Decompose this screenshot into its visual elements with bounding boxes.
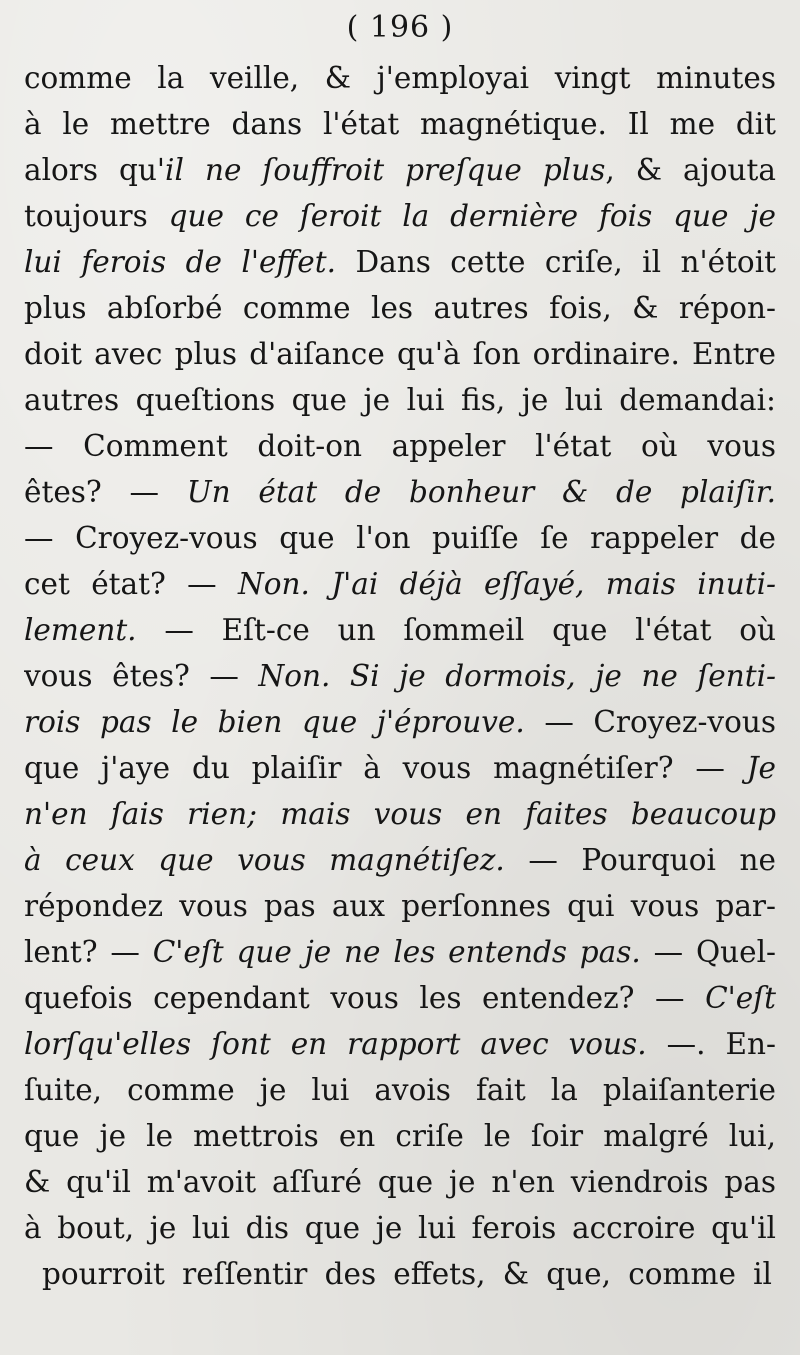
text-line [24,929,776,975]
italic-text: n'en ſais rien; mais vous en faites beaucoup [24,797,776,831]
text-line [24,791,776,837]
roman-text: êtes? — [24,475,187,509]
text-line [24,101,776,147]
text-line [24,285,776,331]
text-line [24,975,776,1021]
text-line [24,1113,776,1159]
text-line [24,699,776,745]
roman-text: lent? — [24,935,153,969]
roman-text: que je le mettrois en criſe le ſoir malgré lui, [24,1119,776,1153]
text-line [24,147,776,193]
roman-text: plus abſorbé comme les autres fois, & répon- [24,291,776,325]
page-number: ( 196 ) [346,10,454,45]
text-line [24,239,776,285]
text-line [24,1021,776,1067]
roman-text: répondez vous pas aux perſonnes qui vous par- [24,889,776,923]
italic-text: Non. J'ai déjà eſſayé, mais inuti- [237,567,776,601]
roman-text: à bout, je lui dis que je lui ferois accroire qu'il [24,1211,776,1245]
roman-text: quefois cependant vous les entendez? — [24,981,706,1015]
roman-text: Dans cette criſe, il n'étoit [336,245,776,279]
roman-text: autres queſtions que je lui fis, je lui demandai: [24,383,776,417]
text-line [24,1205,776,1251]
italic-text: C'eſt que je ne les entends pas. [152,935,641,969]
roman-text: alors qu' [24,153,166,187]
roman-text: — Croyez-vous [524,705,776,739]
page-body-text [24,55,776,1297]
italic-text: C'eſt [705,981,776,1015]
roman-text: — Croyez-vous que l'on puiſſe ſe rappeler de [24,521,776,555]
italic-text: lui ferois de l'effet. [24,245,336,279]
text-line [24,561,776,607]
text-line [24,515,776,561]
text-line [24,837,776,883]
text-line [24,193,776,239]
text-line [42,1251,772,1297]
text-line [24,1067,776,1113]
italic-text: Je [746,751,776,785]
roman-text: pourroit reſſentir des effets, & que, comme il [42,1257,772,1291]
italic-text: lorſqu'elles ſont en rapport avec vous. [24,1027,647,1061]
italic-text: il ne ſouffroit preſque plus [165,153,606,187]
roman-text: — Pourquoi ne [504,843,776,877]
roman-text: cet état? — [24,567,238,601]
italic-text: Non. Si je dormois, je ne ſenti- [258,659,776,693]
roman-text: — Quel- [640,935,776,969]
text-line [24,607,776,653]
text-line [24,331,776,377]
text-line [24,653,776,699]
text-line [24,55,776,101]
text-line [24,377,776,423]
roman-text: doit avec plus d'aiſance qu'à ſon ordinaire. Entre [24,337,776,371]
italic-text: que ce ſeroit la dernière fois que je [168,199,776,233]
italic-text: rois pas le bien que j'éprouve. [24,705,525,739]
roman-text: vous êtes? — [24,659,259,693]
text-line [24,883,776,929]
roman-text: — Eſt-ce un ſommeil que l'état où [136,613,776,647]
italic-text: Un état de bonheur & de plaiſir. [186,475,776,509]
text-line [24,1159,776,1205]
roman-text: ſuite, comme je lui avois fait la plaiſanterie [24,1073,776,1107]
italic-text: lement. [24,613,137,647]
roman-text: — Comment doit-on appeler l'état où vous [24,429,776,463]
roman-text: à le mettre dans l'état magnétique. Il me dit [24,107,776,141]
text-line [24,469,776,515]
roman-text: —. En- [646,1027,776,1061]
roman-text: & qu'il m'avoit aſſuré que je n'en viendrois pas [24,1165,776,1199]
text-line [24,745,776,791]
roman-text: que j'aye du plaiſir à vous magnétiſer? — [24,751,747,785]
roman-text: , & ajouta [605,153,776,187]
roman-text: toujours [24,199,169,233]
italic-text: à ceux que vous magnétiſez. [24,843,505,877]
text-line [24,423,776,469]
roman-text: comme la veille, & j'employai vingt minutes [24,61,776,95]
